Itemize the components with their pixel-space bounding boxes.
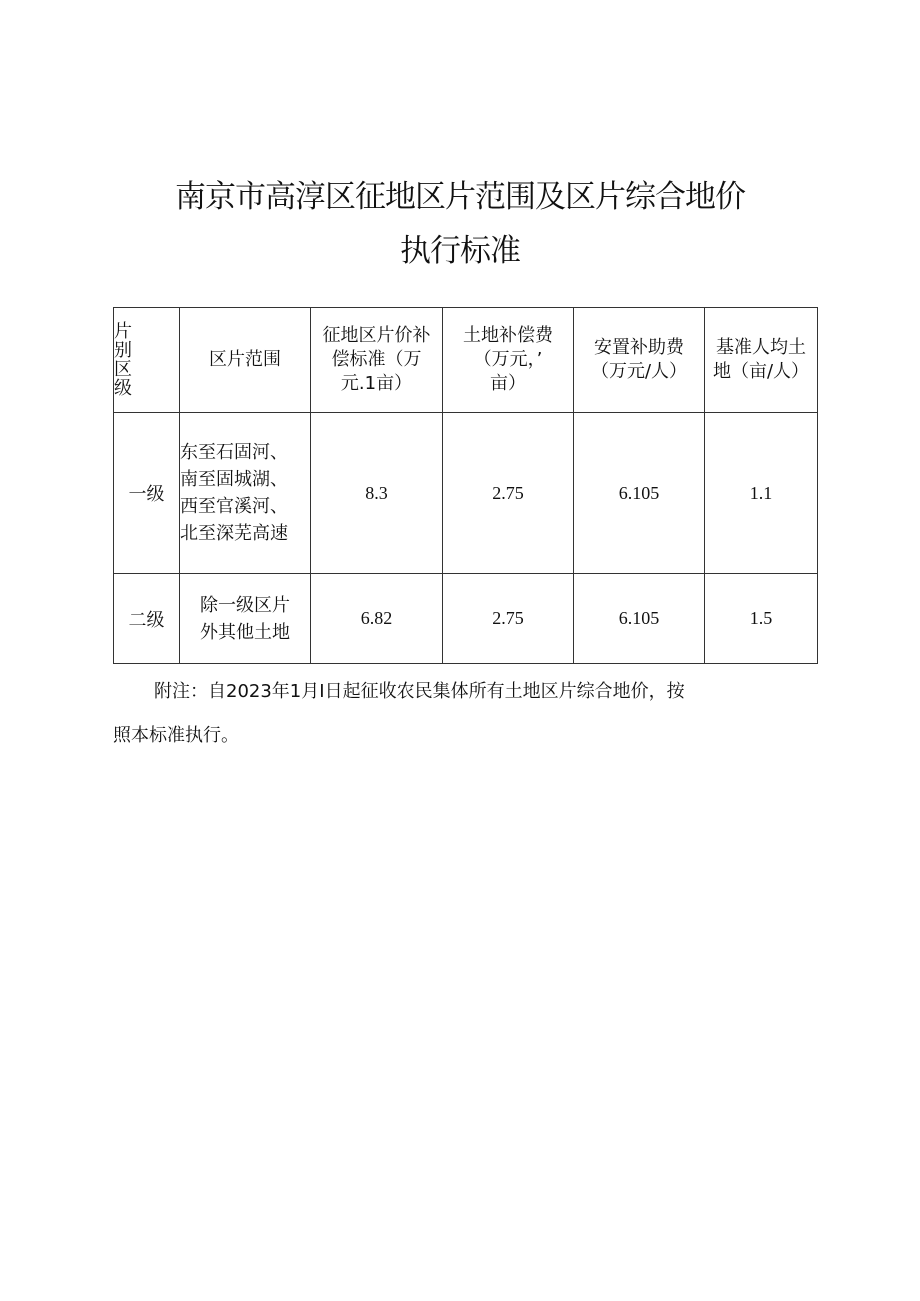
per-capita-land-cell: 1.5 [705,574,818,664]
range-line: 除一级区片 [200,594,290,616]
table-row [114,413,818,574]
header-grade-char: 级 [114,378,132,399]
title-line-2: 执行标准 [400,233,520,269]
range-line: 南至固城湖、 [180,469,288,490]
document-title [0,170,920,278]
header-land-price-line: 征地区片价补 [322,325,431,346]
land-price-table [113,307,818,664]
header-land-compensation [443,308,574,413]
range-line: 东至石固河、 [180,442,288,463]
header-per-capita-line: 基准人均土 [716,337,806,358]
range-line: 北至深芜高速 [180,523,288,544]
footnote-line-1: 附注：自2023年1月I日起征收农民集体所有土地区片综合地价，按 [154,681,685,702]
resettlement-cell: 6.105 [574,574,705,664]
header-land-price [311,308,443,413]
range-line: 外其他土地 [200,621,290,643]
header-land-comp-line: 土地补偿费 [463,325,553,346]
title-line-1: 南京市高淳区征地区片范围及区片综合地价 [175,179,745,215]
land-price-cell: 8.3 [311,413,443,574]
header-per-capita-land [705,308,818,413]
header-land-comp-line: 亩） [490,373,526,394]
header-resettlement [574,308,705,413]
header-grade-char: 片 [114,321,132,342]
table-header-row [114,308,818,413]
header-grade-char: 区 [114,359,132,380]
range-cell [180,413,311,574]
table-row [114,574,818,664]
header-land-comp-line: （万元，’ [473,349,543,370]
header-resettlement-line: 安置补助费 [594,337,684,358]
header-grade [114,308,180,413]
header-grade-char: 别 [114,340,132,361]
resettlement-cell: 6.105 [574,413,705,574]
header-resettlement-line: （万元/人） [590,361,688,382]
header-range: 区片范围 [180,308,311,413]
land-compensation-cell: 2.75 [443,413,574,574]
grade-cell: 一级 [114,413,180,574]
header-land-price-line: 元.1亩） [340,373,413,394]
range-line: 西至官溪河、 [180,496,288,517]
header-per-capita-line: 地（亩/人） [712,361,810,382]
header-land-price-line: 偿标准（万 [331,349,422,370]
range-cell [180,574,311,664]
footnote-line-2: 照本标准执行。 [113,725,239,746]
land-price-cell: 6.82 [311,574,443,664]
per-capita-land-cell: 1.1 [705,413,818,574]
grade-cell: 二级 [114,574,180,664]
land-compensation-cell: 2.75 [443,574,574,664]
footnote [113,670,753,758]
